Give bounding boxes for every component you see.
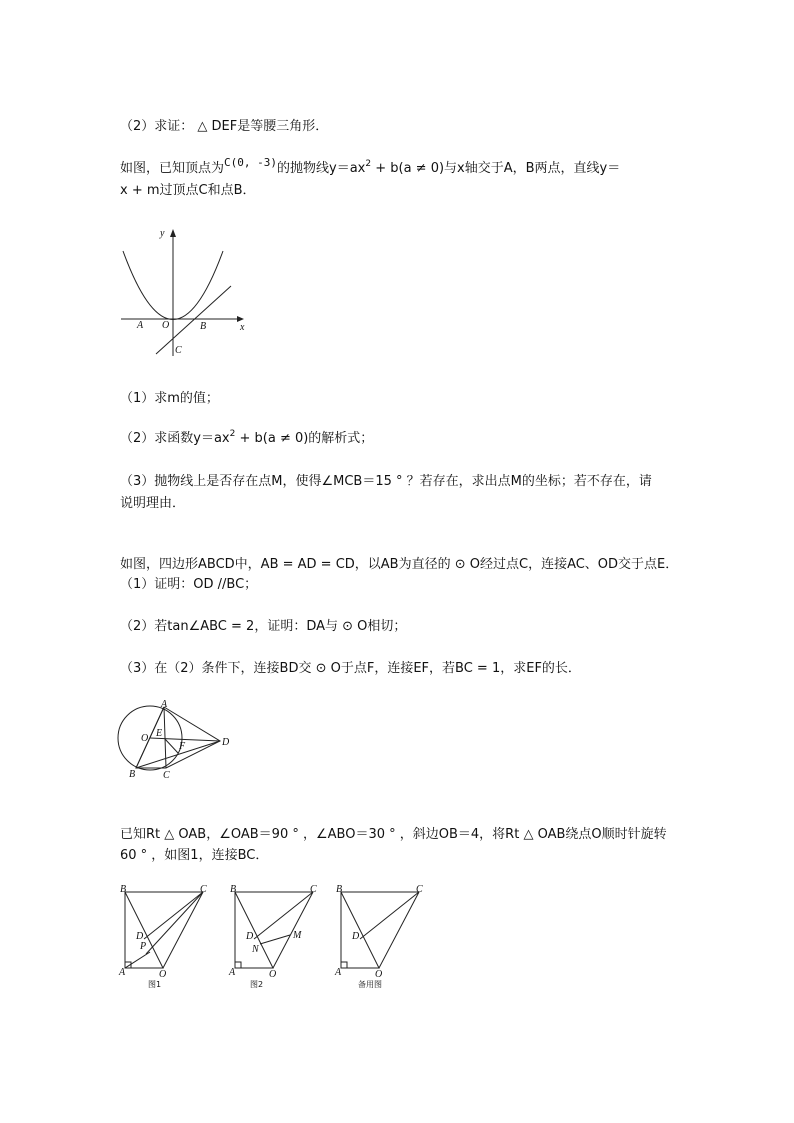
- question-3-line: （3）抛物线上是否存在点M，使得∠MCB＝15 ° ？若存在，求出点M的坐标；若不存在，请: [120, 474, 652, 489]
- q2-text-a: （2）求函数y＝ax: [120, 431, 230, 446]
- figure-caption: 图2: [250, 980, 264, 989]
- label-d: D: [222, 737, 230, 748]
- y-axis-arrow: [170, 229, 176, 237]
- label-a: A: [137, 320, 144, 331]
- figure-3: [334, 884, 429, 994]
- label-p: P: [140, 941, 147, 952]
- label-a: A: [335, 967, 342, 978]
- segment-cd: [360, 892, 419, 939]
- label-o: O: [162, 320, 170, 331]
- label-b: B: [120, 884, 127, 895]
- label-d: D: [246, 931, 254, 942]
- label-x: x: [240, 322, 245, 333]
- circle-intro-line: 如图，四边形ABCD中，AB = AD = CD，以AB为直径的 ⊙ O经过点C，连接AC、OD交于点E．: [120, 557, 679, 572]
- quadrilateral-abcd: [136, 707, 220, 768]
- segment-ap: [125, 952, 150, 968]
- label-c: C: [416, 884, 423, 895]
- segment-co: [163, 892, 203, 968]
- label-a: A: [161, 699, 168, 710]
- segment-bd: [136, 741, 220, 768]
- rotation-intro-line: 已知Rt △ OAB，∠OAB＝90 ° ，∠ABO＝30 ° ，斜边OB＝4，将Rt △ OAB绕点O顺时针旋转: [120, 827, 667, 842]
- figure-2: [228, 884, 323, 994]
- segment-co: [379, 892, 419, 968]
- label-o: O: [141, 733, 149, 744]
- figure-1: [118, 884, 213, 994]
- label-c: C: [163, 770, 170, 781]
- intro-text-b: 的抛物线y＝ax: [277, 161, 366, 176]
- label-n: N: [252, 944, 259, 955]
- triangle-outline: [125, 892, 163, 968]
- triangle-outline: [341, 892, 379, 968]
- label-d: D: [352, 931, 360, 942]
- right-angle-mark: [235, 962, 241, 968]
- label-c: C: [200, 884, 207, 895]
- label-e: E: [156, 728, 163, 739]
- question-1-line: （1）求m的值；: [120, 391, 219, 406]
- label-b: B: [336, 884, 343, 895]
- vertex-coordinate: C(0, -3): [224, 156, 277, 169]
- question-1-line: （1）证明：OD //BC；: [120, 577, 258, 592]
- label-b: B: [129, 769, 136, 780]
- label-b: B: [200, 321, 207, 332]
- label-f: F: [179, 741, 186, 752]
- label-c: C: [310, 884, 317, 895]
- triangle-outline: [235, 892, 273, 968]
- question-3-line-2: 说明理由．: [120, 496, 186, 511]
- label-a: A: [229, 967, 236, 978]
- label-o: O: [375, 969, 383, 980]
- parabola-intro-line-2: x + m过顶点C和点B．: [120, 183, 256, 198]
- q2-text-b: + b(a ≠ 0)的解析式；: [235, 431, 374, 446]
- exponent: 2: [365, 159, 372, 169]
- label-o: O: [269, 969, 277, 980]
- rotation-intro-line-2: 60 ° ，如图1，连接BC．: [120, 848, 269, 863]
- segment-nm: [260, 935, 290, 944]
- figure-caption: 备用图: [358, 980, 382, 989]
- question-3-line: （3）在（2）条件下，连接BD交 ⊙ O于点F，连接EF，若BC = 1，求EF的长．: [120, 661, 581, 676]
- label-m: M: [293, 930, 302, 941]
- label-a: A: [119, 967, 126, 978]
- figure-caption: 图1: [148, 980, 162, 989]
- question-2-line: [120, 430, 373, 449]
- exponent: 2: [229, 429, 236, 439]
- label-y: y: [160, 228, 165, 239]
- right-angle-mark: [341, 962, 347, 968]
- circle-figure: [115, 700, 240, 780]
- segment-cp: [146, 892, 203, 954]
- segment-cd: [254, 892, 313, 939]
- segment-ef: [165, 739, 178, 753]
- label-b: B: [230, 884, 237, 895]
- parabola-intro-line: [120, 156, 621, 179]
- segment-cd: [144, 892, 203, 939]
- label-d: D: [136, 931, 144, 942]
- intro-text-c: + b(a ≠ 0)与x轴交于A，B两点，直线y＝: [371, 161, 621, 176]
- label-o: O: [159, 969, 167, 980]
- intro-text-a: 如图，已知顶点为: [120, 161, 225, 176]
- label-c: C: [175, 345, 182, 356]
- question-2-line: （2）若tan∠ABC = 2，证明：DA与 ⊙ O相切；: [120, 619, 407, 634]
- question-2-line: （2）求证： △ DEF是等腰三角形．: [120, 119, 329, 134]
- parabola-figure: [118, 226, 248, 361]
